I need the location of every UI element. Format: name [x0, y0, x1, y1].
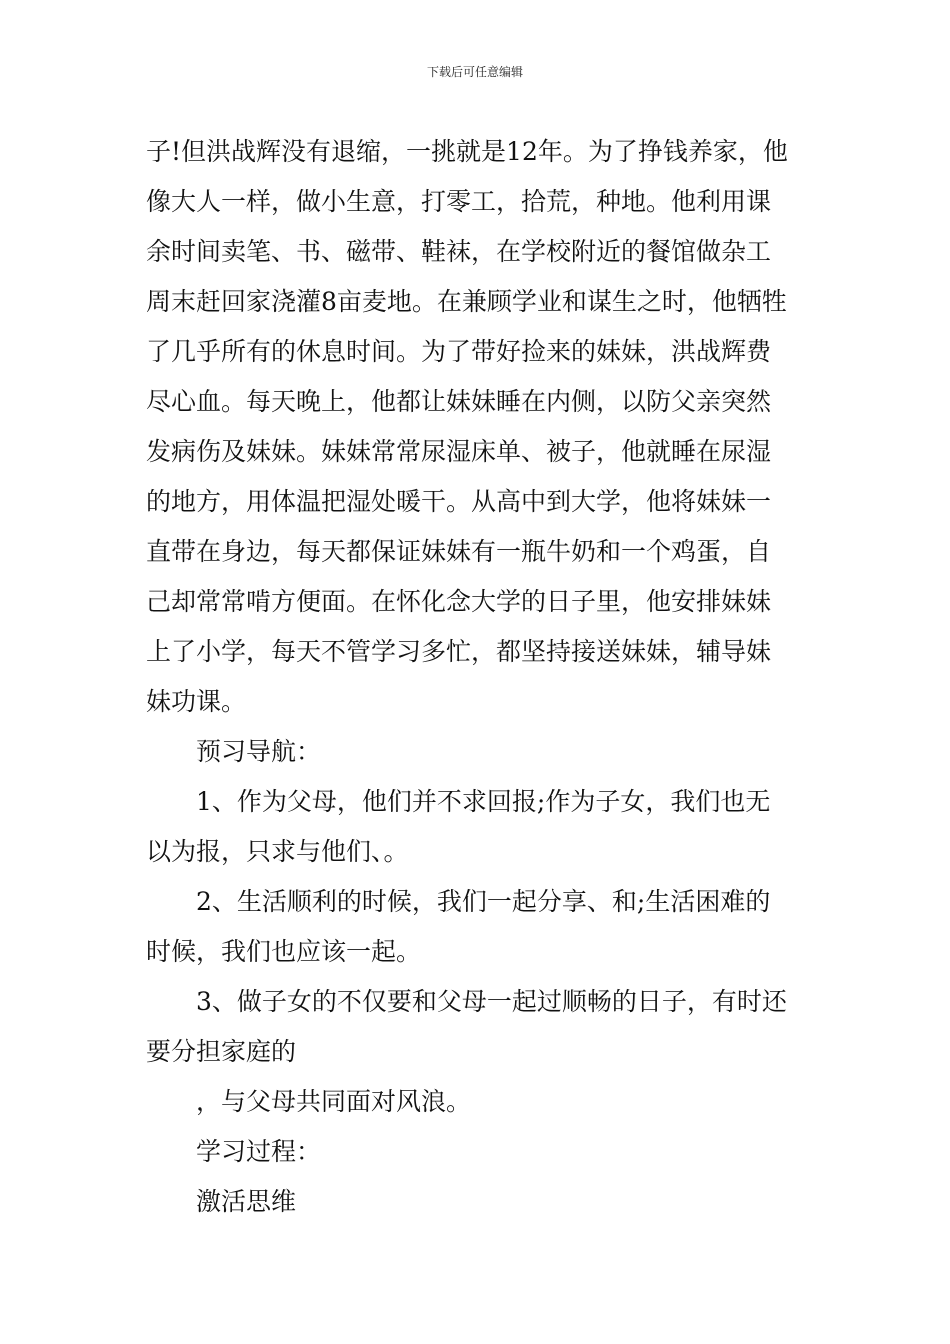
section-heading-process: 学习过程：: [196, 1137, 322, 1166]
section-heading-preview: 预习导航：: [196, 737, 322, 766]
body-line: 余时间卖笔、书、磁带、鞋袜，在学校附近的餐馆做杂工: [146, 237, 772, 266]
body-line: 上了小学，每天不管学习多忙，都坚持接送妹妹，辅导妹: [146, 637, 772, 666]
body-line: 尽心血。每天晚上，他都让妹妹睡在内侧，以防父亲突然: [146, 387, 772, 416]
body-line: 子!但洪战辉没有退缩，一挑就是12年。为了挣钱养家，他: [146, 137, 788, 166]
body-line: 发病伤及妹妹。妹妹常常尿湿床单、被子，他就睡在尿湿: [146, 437, 772, 466]
question-2-continued: 时候，我们也应该一起。: [146, 937, 422, 966]
question-1-continued: 以为报，只求与他们、。: [146, 837, 409, 866]
body-line: 直带在身边，每天都保证妹妹有一瓶牛奶和一个鸡蛋，自: [146, 537, 772, 566]
document-body: [146, 127, 810, 1227]
question-3-ending: ，与父母共同面对风浪。: [196, 1087, 472, 1116]
body-line: 了几乎所有的休息时间。为了带好捡来的妹妹，洪战辉费: [146, 337, 772, 366]
page-header: 下载后可任意编辑: [426, 65, 523, 79]
question-2: 2、生活顺利的时候，我们一起分享、和;生活困难的: [196, 887, 771, 916]
question-3: 3、做子女的不仅要和父母一起过顺畅的日子，有时还: [196, 987, 787, 1016]
body-line: 己却常常啃方便面。在怀化念大学的日子里，他安排妹妹: [146, 587, 772, 616]
body-line: 像大人一样，做小生意，打零工，拾荒，种地。他利用课: [146, 187, 772, 216]
subsection-heading-activate: 激活思维: [196, 1187, 297, 1216]
body-line: 妹功课。: [146, 687, 247, 716]
question-1: 1、作为父母，他们并不求回报;作为子女，我们也无: [196, 787, 771, 816]
body-line: 的地方，用体温把湿处暖干。从高中到大学，他将妹妹一: [146, 487, 772, 516]
question-3-continued: 要分担家庭的: [146, 1037, 297, 1066]
body-line: 周末赶回家浇灌8亩麦地。在兼顾学业和谋生之时，他牺牲: [146, 287, 787, 316]
